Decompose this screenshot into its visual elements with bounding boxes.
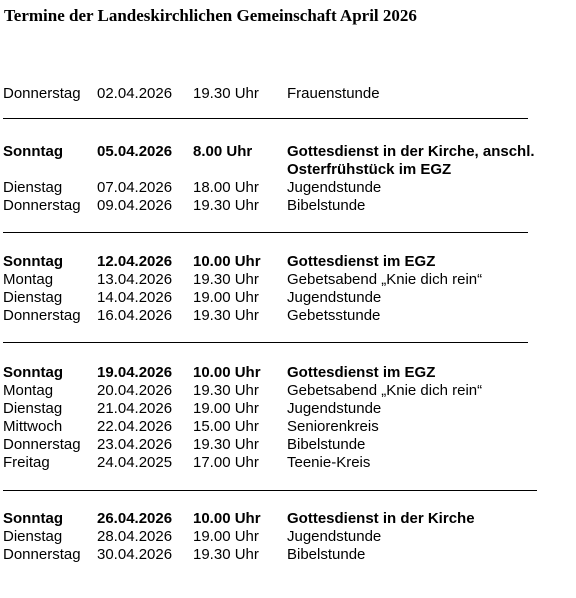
schedule-time: 17.00 Uhr (193, 454, 259, 471)
schedule-row (0, 382, 576, 400)
schedule-date: 02.04.2026 (97, 85, 173, 102)
schedule-time: 10.00 Uhr (193, 510, 261, 527)
schedule-event: Seniorenkreis (287, 418, 379, 435)
schedule-event: Jugendstunde (287, 528, 382, 545)
schedule-time: 19.00 Uhr (193, 289, 259, 306)
schedule-day: Sonntag (3, 510, 63, 527)
schedule-row (0, 418, 576, 436)
schedule-row (0, 436, 576, 454)
divider (3, 232, 528, 233)
schedule-date: 05.04.2026 (97, 143, 173, 160)
schedule-day: Mittwoch (3, 418, 63, 435)
schedule-row (0, 85, 576, 103)
divider (3, 490, 537, 491)
schedule-date: 16.04.2026 (97, 307, 173, 324)
schedule-row (0, 307, 576, 325)
schedule-date: 21.04.2026 (97, 400, 173, 417)
schedule-day: Donnerstag (3, 197, 81, 214)
schedule-row (0, 546, 576, 564)
schedule-time: 10.00 Uhr (193, 253, 261, 270)
schedule-day: Dienstag (3, 179, 63, 196)
schedule-date: 09.04.2026 (97, 197, 173, 214)
schedule-time: 19.30 Uhr (193, 436, 259, 453)
schedule-event: Gebetsabend „Knie dich rein“ (287, 271, 483, 288)
schedule-time: 19.30 Uhr (193, 271, 259, 288)
schedule-day: Montag (3, 271, 54, 288)
schedule-row (0, 400, 576, 418)
schedule-day: Sonntag (3, 253, 63, 270)
schedule-event: Jugendstunde (287, 400, 382, 417)
schedule-day: Donnerstag (3, 307, 81, 324)
schedule-event: Gebetsabend „Knie dich rein“ (287, 382, 483, 399)
schedule-event: Jugendstunde (287, 289, 382, 306)
schedule-row (0, 510, 576, 528)
schedule-day: Dienstag (3, 528, 63, 545)
schedule-date: 24.04.2025 (97, 454, 173, 471)
schedule-day: Donnerstag (3, 546, 81, 563)
schedule-row (0, 143, 576, 161)
schedule-time: 19.30 Uhr (193, 382, 259, 399)
schedule-time: 18.00 Uhr (193, 179, 259, 196)
schedule-event: Gebetsstunde (287, 307, 381, 324)
schedule-time: 8.00 Uhr (193, 143, 253, 160)
schedule-day: Sonntag (3, 143, 63, 160)
schedule-row (0, 528, 576, 546)
schedule-row (0, 197, 576, 215)
schedule-date: 28.04.2026 (97, 528, 173, 545)
schedule-time: 19.00 Uhr (193, 400, 259, 417)
divider (3, 118, 528, 119)
schedule-event: Gottesdienst im EGZ (287, 253, 436, 270)
schedule-event: Frauenstunde (287, 85, 380, 102)
page-title: Termine der Landeskirchlichen Gemeinschaft April 2026 (4, 6, 417, 25)
schedule-day: Freitag (3, 454, 50, 471)
schedule-time: 19.00 Uhr (193, 528, 259, 545)
schedule-day: Donnerstag (3, 85, 81, 102)
schedule-date: 20.04.2026 (97, 382, 173, 399)
schedule-row (0, 253, 576, 271)
schedule-date: 30.04.2026 (97, 546, 173, 563)
schedule-date: 14.04.2026 (97, 289, 173, 306)
divider (3, 342, 528, 343)
schedule-row (0, 364, 576, 382)
schedule-row (0, 289, 576, 307)
schedule-event: Gottesdienst im EGZ (287, 364, 436, 381)
schedule-event: Gottesdienst in der Kirche, anschl. (287, 143, 535, 160)
schedule-event: Bibelstunde (287, 436, 366, 453)
schedule-time: 19.30 Uhr (193, 197, 259, 214)
schedule-time: 19.30 Uhr (193, 307, 259, 324)
schedule-event: Teenie-Kreis (287, 454, 371, 471)
schedule-day: Dienstag (3, 289, 63, 306)
schedule-day: Montag (3, 382, 54, 399)
schedule-day: Donnerstag (3, 436, 81, 453)
schedule-date: 13.04.2026 (97, 271, 173, 288)
schedule-date: 19.04.2026 (97, 364, 173, 381)
schedule-date: 23.04.2026 (97, 436, 173, 453)
schedule-time: 15.00 Uhr (193, 418, 259, 435)
schedule-row (0, 179, 576, 197)
schedule-event: Bibelstunde (287, 197, 366, 214)
schedule-day: Dienstag (3, 400, 63, 417)
schedule-date: 22.04.2026 (97, 418, 173, 435)
schedule-row (0, 454, 576, 472)
schedule-time: 19.30 Uhr (193, 85, 259, 102)
schedule-event: Osterfrühstück im EGZ (287, 161, 452, 178)
schedule-event: Gottesdienst in der Kirche (287, 510, 475, 527)
schedule-event: Bibelstunde (287, 546, 366, 563)
schedule-event: Jugendstunde (287, 179, 382, 196)
schedule-date: 12.04.2026 (97, 253, 173, 270)
schedule-row (0, 271, 576, 289)
schedule-time: 10.00 Uhr (193, 364, 261, 381)
schedule-row (0, 161, 576, 179)
schedule-date: 26.04.2026 (97, 510, 173, 527)
schedule-date: 07.04.2026 (97, 179, 173, 196)
schedule-day: Sonntag (3, 364, 63, 381)
schedule-time: 19.30 Uhr (193, 546, 259, 563)
